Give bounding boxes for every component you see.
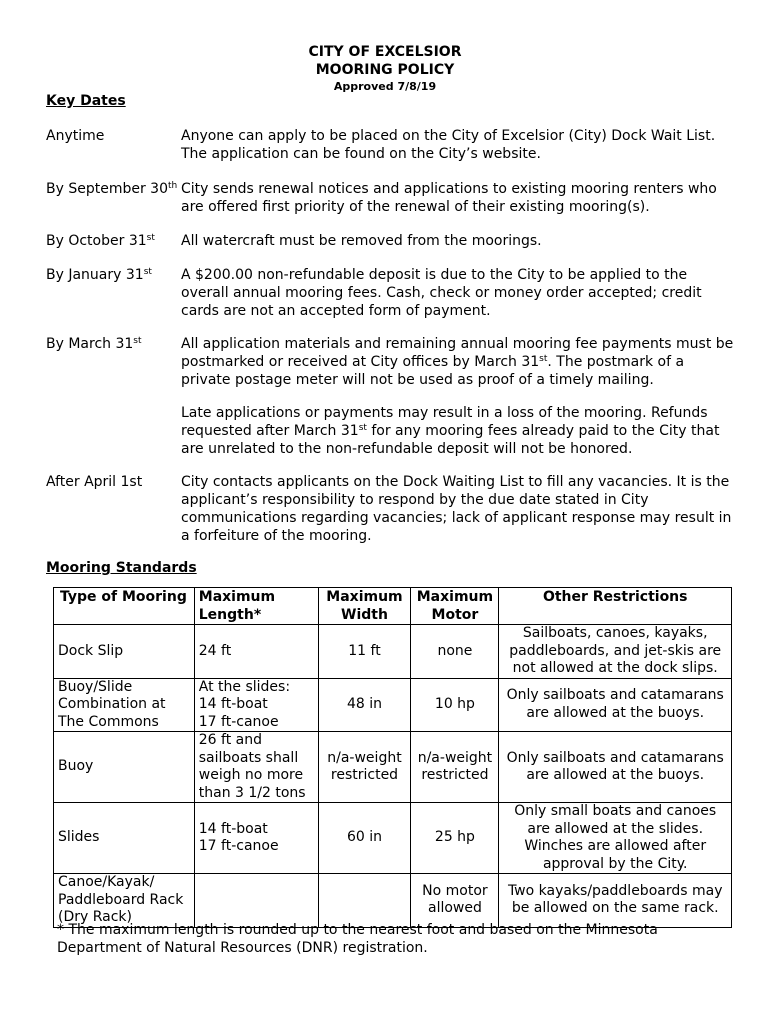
table-cell: Two kayaks/paddleboards may be allowed on the same rack. — [499, 874, 732, 928]
key-date-text: All watercraft must be removed from the moorings. — [181, 233, 542, 249]
key-date-text: A $200.00 non-refundable deposit is due to the City to be applied to the overall annual mooring fees. Cash, check or money order accepted; credit cards are not an accepted form of payment. — [181, 267, 702, 319]
key-date-text: City sends renewal notices and applications to existing mooring renters who are offered first priority of the renewal of their existing mooring(s). — [181, 181, 717, 215]
key-date-text: Late applications or payments may result in a loss of the mooring. Refunds requested after March 31st for any mooring fees already paid to the City that are unrelated to the non-refundable deposit will not be honored. — [181, 405, 720, 457]
table-cell: Only small boats and canoes are allowed at the slides. Winches are allowed after approval by the City. — [499, 803, 732, 874]
table-cell: Dock Slip — [54, 625, 195, 679]
table-cell: 25 hp — [411, 803, 499, 874]
table-cell: Buoy/Slide Combination at The Commons — [54, 678, 195, 732]
table-cell — [194, 874, 318, 928]
mooring-standards-heading: Mooring Standards — [46, 560, 197, 576]
table-cell — [318, 874, 411, 928]
table-cell: n/a-weight restricted — [411, 732, 499, 803]
table-cell: Only sailboats and catamarans are allowed at the buoys. — [499, 732, 732, 803]
table-header-row — [54, 588, 732, 625]
table-cell: Only sailboats and catamarans are allowed at the buoys. — [499, 678, 732, 732]
document-subtitle: MOORING POLICY — [315, 62, 455, 78]
key-date-text: Anyone can apply to be placed on the City of Excelsior (City) Dock Wait List. The application can be found on the City’s website. — [181, 128, 716, 162]
table-cell: 48 in — [318, 678, 411, 732]
table-cell: 24 ft — [194, 625, 318, 679]
column-header: Maximum Width — [318, 588, 411, 625]
key-date-label: Anytime — [46, 128, 105, 144]
table-cell: Buoy — [54, 732, 195, 803]
table-cell: 10 hp — [411, 678, 499, 732]
key-date-label: By January 31st — [46, 267, 152, 283]
table-row — [54, 874, 732, 928]
table-footnote: * The maximum length is rounded up to the nearest foot and based on the Minnesota Department of Natural Resources (DNR) registration. — [57, 922, 658, 956]
key-date-text: City contacts applicants on the Dock Waiting List to fill any vacancies. It is the applicant’s responsibility to respond by the due date stated in City communications regarding vacancies; lack of applicant response may result in a forfeiture of the mooring. — [181, 474, 732, 544]
table-cell: Canoe/Kayak/ Paddleboard Rack (Dry Rack) — [54, 874, 195, 928]
table-row — [54, 625, 732, 679]
key-date-label: After April 1st — [46, 474, 143, 490]
column-header: Maximum Motor — [411, 588, 499, 625]
table-cell: Slides — [54, 803, 195, 874]
table-cell: Sailboats, canoes, kayaks, paddleboards, and jet-skis are not allowed at the dock slips. — [499, 625, 732, 679]
approval-date: Approved 7/8/19 — [333, 80, 437, 93]
mooring-standards-table — [53, 587, 732, 928]
table-row — [54, 678, 732, 732]
column-header: Type of Mooring — [54, 588, 195, 625]
key-dates-heading: Key Dates — [46, 93, 126, 109]
table-cell: 26 ft and sailboats shall weigh no more than 3 1/2 tons — [194, 732, 318, 803]
table-cell: n/a-weight restricted — [318, 732, 411, 803]
key-date-label: By October 31st — [46, 233, 155, 249]
key-date-label: By March 31st — [46, 336, 142, 352]
document-title: CITY OF EXCELSIOR — [308, 44, 462, 60]
column-header: Other Restrictions — [499, 588, 732, 625]
table-cell: none — [411, 625, 499, 679]
table-row — [54, 732, 732, 803]
table-row — [54, 803, 732, 874]
table-cell: 11 ft — [318, 625, 411, 679]
table-cell: 14 ft-boat 17 ft-canoe — [194, 803, 318, 874]
table-cell: At the slides: 14 ft-boat 17 ft-canoe — [194, 678, 318, 732]
column-header: Maximum Length* — [194, 588, 318, 625]
key-date-label: By September 30th — [46, 181, 178, 197]
table-cell: No motor allowed — [411, 874, 499, 928]
table-cell: 60 in — [318, 803, 411, 874]
key-date-text: All application materials and remaining annual mooring fee payments must be postmarked or received at City offices by March 31st. The postmark of a private postage meter will not be used as proof of a timely mailing. — [181, 336, 734, 388]
